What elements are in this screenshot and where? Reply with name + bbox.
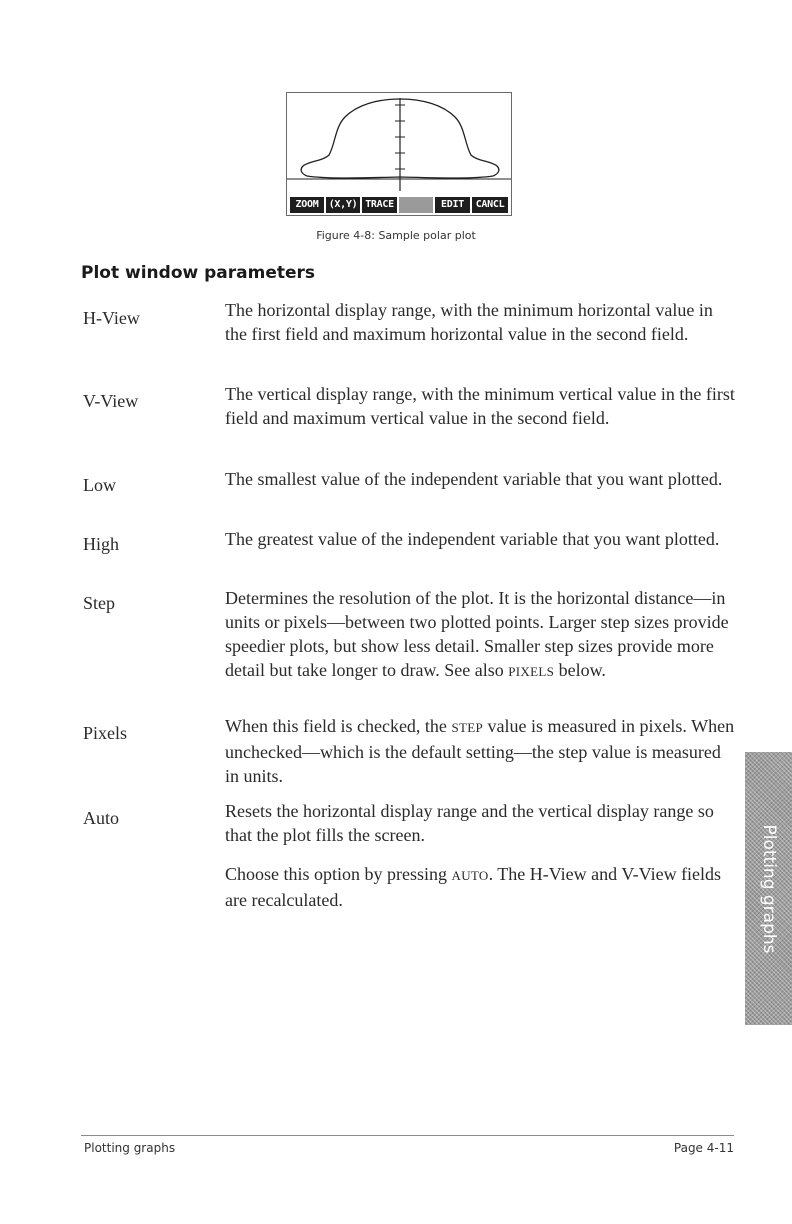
step-desc-text: Determines the resolution of the plot. It is the horizontal distance—in units or pixels—between two plotted points. Larger step sizes provide speedier plots, but show less detail. Smaller step sizes provide more detail but take longer to draw. See also [225,588,729,680]
softkey-menu [287,197,511,213]
cancel-softkey: CANCL [472,197,508,213]
param-term-h-view: H-View [83,308,140,328]
trace-softkey: TRACE [362,197,397,213]
footer-rule [81,1135,734,1136]
param-term-low: Low [83,475,116,495]
pixels-desc-text: When this field is checked, the [225,716,452,736]
step-keyword: STEP [451,720,483,735]
auto-desc-end: . The H-View and V-View fields are recalculated. [225,864,722,910]
section-heading: Plot window parameters [81,263,316,283]
footer-page-number: Page 4-11 [673,1141,734,1155]
param-desc-step [225,586,735,684]
chapter-side-tab-label: Plotting graphs [758,823,779,954]
chapter-side-tab [745,752,792,1025]
param-desc-v-view: The vertical display range, with the minimum vertical value in the first field and maximum vertical value in the second field. [225,384,735,428]
figure-caption: Figure 4-8: Sample polar plot [316,229,476,242]
param-desc-auto: Resets the horizontal display range and the vertical display range so that the plot fills the screen. [225,801,714,845]
edit-softkey: EDIT [435,197,470,213]
xy-softkey: (X,Y) [326,197,360,213]
param-desc-h-view: The horizontal display range, with the minimum horizontal value in the first field and maximum horizontal value in the second field. [225,300,713,344]
param-term-step: Step [83,593,116,613]
blank-softkey [399,197,433,213]
zoom-softkey: ZOOM [290,197,324,213]
param-desc-auto-extra [225,862,735,912]
pixels-desc-end: value is measured in pixels. When unchecked—which is the default setting—the step value is measured in units. [225,716,735,786]
footer-chapter-title: Plotting graphs [84,1141,176,1155]
param-desc-pixels [225,714,735,788]
pixels-keyword: PIXELS [508,664,555,679]
param-desc-high: The greatest value of the independent variable that you want plotted. [225,529,720,549]
step-desc-end: below. [554,660,606,680]
param-term-v-view: V-View [83,391,139,411]
param-desc-low: The smallest value of the independent variable that you want plotted. [225,469,723,489]
polar-plot-figure [286,92,512,216]
auto-keyword: AUTO [451,868,489,883]
auto-desc-text: Choose this option by pressing [225,864,452,884]
param-term-auto: Auto [83,808,119,828]
param-term-pixels: Pixels [83,723,128,743]
param-term-high: High [83,534,119,554]
